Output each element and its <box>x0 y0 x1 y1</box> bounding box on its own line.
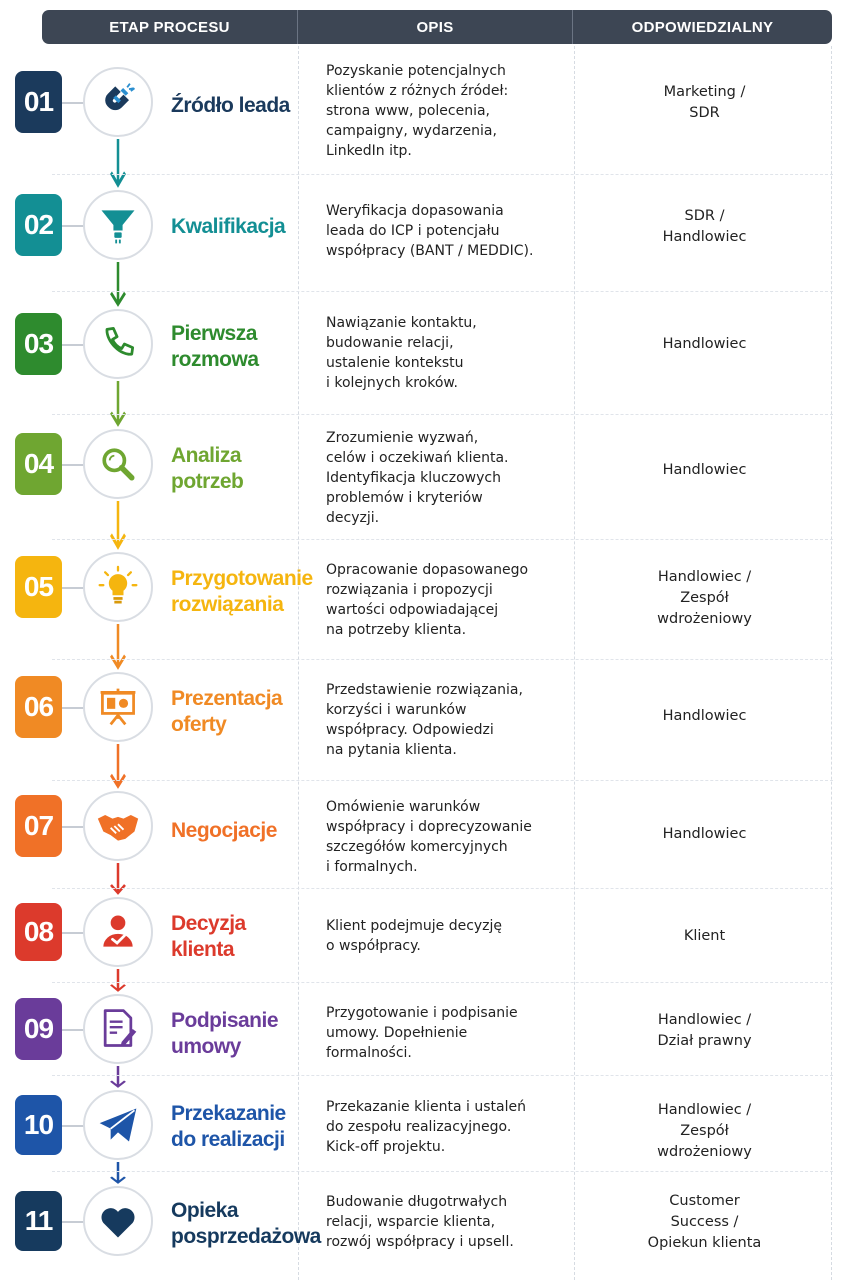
step-number: 06 <box>15 676 62 738</box>
step-responsible: Handlowiec / Zespół wdrożeniowy <box>657 1101 752 1160</box>
step-number: 08 <box>15 903 62 961</box>
step-description: Przygotowanie i podpisanie umowy. Dopełnienie formalności. <box>326 1005 518 1061</box>
step-connector <box>62 1029 84 1031</box>
step-description: Pozyskanie potencjalnych klientów z różnych źródeł: strona www, polecenia, campaigny, wydarzenia, LinkedIn itp. <box>326 63 509 159</box>
step-title: Decyzja klienta <box>171 912 246 961</box>
step-title: Prezentacja oferty <box>171 687 283 736</box>
down-arrow-icon <box>108 1162 128 1184</box>
step-title: Pierwsza rozmowa <box>171 322 259 371</box>
step-title: Źródło leada <box>171 94 290 117</box>
step-number: 10 <box>15 1095 62 1155</box>
step-title: Przekazanie do realizacji <box>171 1102 286 1151</box>
row-separator <box>52 780 833 781</box>
down-arrow-icon <box>108 262 128 307</box>
step-description: Weryfikacja dopasowania leada do ICP i potencjału współpracy (BANT / MEDDIC). <box>326 203 534 259</box>
phone-icon <box>83 309 153 379</box>
row-separator <box>52 1075 833 1076</box>
step-connector <box>62 932 84 934</box>
step-number: 07 <box>15 795 62 857</box>
row-separator <box>52 982 833 983</box>
step-connector <box>62 826 84 828</box>
heart-icon <box>83 1186 153 1256</box>
step-description: Klient podejmuje decyzję o współpracy. <box>326 918 503 954</box>
step-title: Przygotowanie rozwiązania <box>171 567 313 616</box>
row-separator <box>52 414 833 415</box>
step-description: Zrozumienie wyzwań, celów i oczekiwań klienta. Identyfikacja kluczowych problemów i kryteriów decyzji. <box>326 430 509 526</box>
header-stage: ETAP PROCESU <box>42 10 298 44</box>
step-responsible: Handlowiec / Dział prawny <box>657 1012 752 1049</box>
step-number: 11 <box>15 1191 62 1251</box>
step-responsible: Handlowiec <box>662 335 747 352</box>
header-responsible: ODPOWIEDZIALNY <box>631 18 774 36</box>
step-connector <box>62 344 84 346</box>
row-separator <box>52 1171 833 1172</box>
step-description: Budowanie długotrwałych relacji, wsparcie klienta, rozwój współpracy i upsell. <box>326 1194 514 1250</box>
step-connector <box>62 587 84 589</box>
magnifier-icon <box>83 429 153 499</box>
down-arrow-icon <box>108 863 128 895</box>
table-header <box>42 10 832 44</box>
person-check-icon <box>83 897 153 967</box>
step-title: Analiza potrzeb <box>171 444 244 493</box>
step-number: 04 <box>15 433 62 495</box>
handshake-icon <box>83 791 153 861</box>
step-responsible: Marketing / SDR <box>663 84 746 121</box>
step-description: Omówienie warunków współpracy i doprecyzowanie szczegółów komercyjnych i formalnych. <box>326 799 532 875</box>
down-arrow-icon <box>108 969 128 992</box>
magnet-icon <box>83 67 153 137</box>
step-responsible: Handlowiec <box>662 825 747 842</box>
step-number: 09 <box>15 998 62 1060</box>
paper-plane-icon <box>83 1090 153 1160</box>
step-responsible: Customer Success / Opiekun klienta <box>647 1192 762 1251</box>
step-description: Nawiązanie kontaktu, budowanie relacji, ustalenie kontekstu i kolejnych kroków. <box>326 315 477 391</box>
down-arrow-icon <box>108 744 128 789</box>
step-description: Przekazanie klienta i ustaleń do zespołu realizacyjnego. Kick-off projektu. <box>326 1099 526 1155</box>
lightbulb-icon <box>83 552 153 622</box>
step-connector <box>62 1221 84 1223</box>
column-divider <box>831 46 832 1280</box>
step-responsible: Handlowiec <box>662 707 747 724</box>
step-number: 02 <box>15 194 62 256</box>
row-separator <box>52 659 833 660</box>
step-title: Opieka posprzedażowa <box>171 1199 321 1248</box>
down-arrow-icon <box>108 624 128 670</box>
down-arrow-icon <box>108 139 128 188</box>
step-responsible: Klient <box>683 927 726 944</box>
step-description: Przedstawienie rozwiązania, korzyści i warunków współpracy. Odpowiedzi na pytania klienta. <box>326 682 523 758</box>
step-connector <box>62 225 84 227</box>
step-responsible: Handlowiec / Zespół wdrożeniowy <box>657 568 752 627</box>
step-responsible: Handlowiec <box>662 461 747 478</box>
step-connector <box>62 102 84 104</box>
step-description: Opracowanie dopasowanego rozwiązania i propozycji wartości odpowiadającej na potrzeby klienta. <box>326 562 529 638</box>
step-connector <box>62 707 84 709</box>
step-title: Negocjacje <box>171 819 277 842</box>
step-number: 03 <box>15 313 62 375</box>
row-separator <box>52 174 833 175</box>
column-divider <box>298 46 299 1280</box>
step-connector <box>62 1125 84 1127</box>
document-sign-icon <box>83 994 153 1064</box>
step-responsible: SDR / Handlowiec <box>662 208 747 245</box>
down-arrow-icon <box>108 381 128 427</box>
step-number: 01 <box>15 71 62 133</box>
down-arrow-icon <box>108 501 128 550</box>
step-connector <box>62 464 84 466</box>
row-separator <box>52 291 833 292</box>
down-arrow-icon <box>108 1066 128 1088</box>
row-separator <box>52 888 833 889</box>
funnel-icon <box>83 190 153 260</box>
step-title: Podpisanie umowy <box>171 1009 279 1058</box>
step-title: Kwalifikacja <box>171 215 286 238</box>
step-number: 05 <box>15 556 62 618</box>
header-description: OPIS <box>298 10 573 44</box>
row-separator <box>52 539 833 540</box>
presentation-board-icon <box>83 672 153 742</box>
